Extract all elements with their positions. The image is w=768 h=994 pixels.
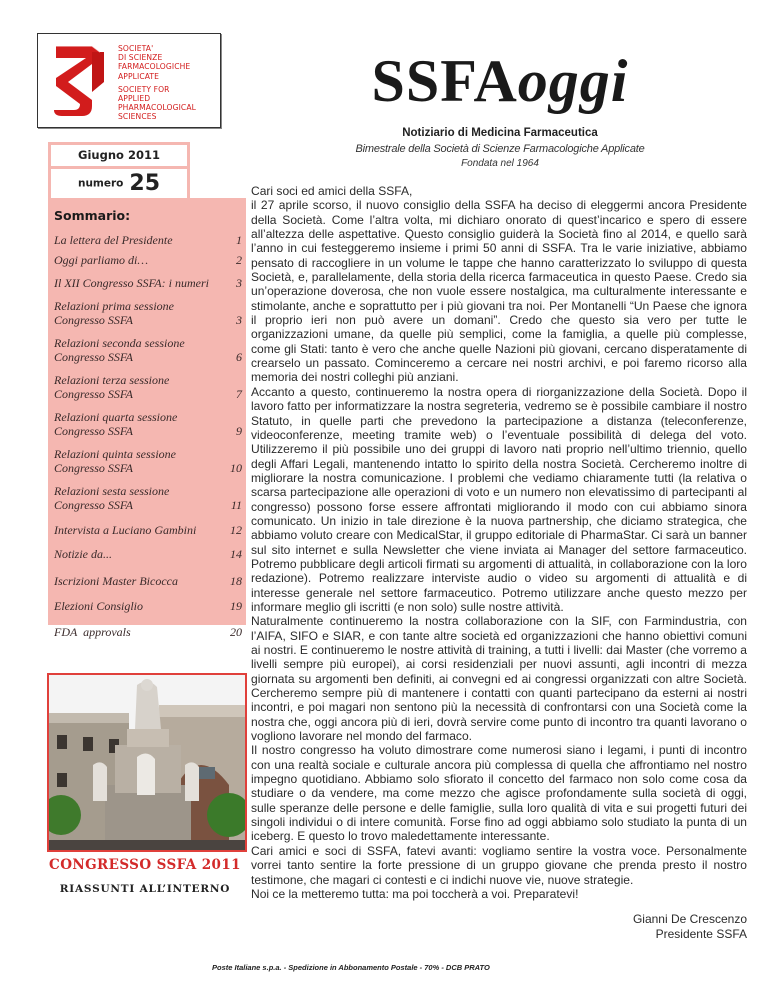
signature-role: Presidente SSFA (655, 926, 747, 941)
issue-number-label: numero (77, 177, 124, 190)
letter-paragraph: Noi ce la metteremo tutta: ma poi toccherà a voi. Preparatevi! (251, 886, 579, 901)
toc-item[interactable] (54, 575, 242, 589)
toc-item[interactable] (54, 234, 242, 248)
toc-item-page: 20 (230, 625, 242, 639)
signature-name: Gianni De Crescenzo (632, 912, 747, 926)
logo-name-it-2: DI SCIENZE (118, 53, 163, 63)
toc-item-title: Relazioni sesta sessione Congresso SSFA (54, 484, 170, 512)
toc-item[interactable] (54, 448, 242, 475)
newsletter-tagline: Bimestrale della Società di Scienze Farmacologiche Applicate (355, 143, 645, 155)
founded-year: Fondata nel 1964 (461, 158, 539, 169)
abstracts-inside: RIASSUNTI ALL’INTERNO (59, 883, 231, 895)
logo-name-it-3: FARMACOLOGICHE (118, 62, 191, 72)
toc-item-page: 10 (230, 460, 242, 475)
toc-item[interactable] (54, 277, 242, 291)
toc-item[interactable] (54, 374, 242, 401)
logo-name-it-1: SOCIETA' (118, 44, 154, 53)
letter-paragraph: Accanto a questo, continueremo la nostra opera di riorganizzazione della Società. Dopo il lavoro fatto per informatizzare la nostra segreteria, vedremo se è possibile cambiare il nostro Statuto, in quelle parti che prevedono la partecipazione a distanza (teleconferenze, videoconferenze, meeting tramite web) o l’eventuale possibilità di delega del voto. Utilizzeremo il più possibile uno dei gruppi di lavoro nati proprio nell’ultimo triennio, quello degli Affari Legali, mantenendo intatto lo spirito della nostra Società. Cercheremo inoltre di migliorare la nostra comunicazione. I problemi che vediamo chiaramente tutti (la relativa o scarsa partecipazione alle operazioni di voto e un numero non elevatissimo di partecipanti al congresso) possono forse essere affrontati migliorando il modo con cui abbiamo sinora comunicato. Un inizio in tale direzione è la nuova partnership, che diciamo strategica, che abbiamo voluto creare con MedicalStar, il gruppo editoriale di PharmaStar. Ci sarà un banner sul sito internet e sulla Newsletter che viene inviata ai Manager del settore farmaceutico. Potremo pubblicare degli articoli firmati su argomenti di attualità, in collaborazione con la loro redazione). Potremo realizzare interviste audio o video su argomenti di attualità e di interesse generale nel settore farmaceutico. Potremo utilizzare anche questo mezzo per informare meglio gli iscritti (e non solo) sulle nostre attività. (251, 384, 747, 614)
letter-paragraph: il 27 aprile scorso, il nuovo consiglio della SSFA ha deciso di eleggermi ancora Presidente della Società. Come l’altra volta, mi dichiaro onorato di quest’incarico e spero di essere all’altezza delle aspettative. Questo consiglio guiderà la Società fino al 2014, e quello sarà l’anno in cui festeggeremo insieme i primi 50 anni di SSFA. Tra le varie iniziative, abbiamo pensato di raccogliere in un volume le tappe che hanno caratterizzato lo sviluppo di questa Società, e, parallelamente, della storia della ricerca farmaceutica in questo Paese. Credo sia un’operazione doverosa, che non vuole essere nostalgica, ma culturalmente interessante e stimolante, anche e soprattutto per i più giovani tra noi. Per Montanelli “Un Paese che ignora il proprio ieri non può avere un domani”. Credo che questo sia vero per tutte le organizzazioni umane, da quelle più semplici, come la famiglia, a quelle più complesse, come gli Stati: tanto è vero che anche quelle Nazioni più giovani, cercano disperatamente di crearselo un passato. Cominceremo a cercare nei nostri archivi, e poi faremo ricorso alla memoria dei nostri colleghi più anziani. (251, 198, 747, 385)
toc-item-page: 11 (230, 497, 242, 512)
congress-headline: CONGRESSO SSFA 2011 (49, 857, 241, 873)
toc-item-title: Relazioni terza sessione Congresso SSFA (54, 373, 170, 401)
toc-item-title: Intervista a Luciano Gambini (54, 523, 197, 537)
toc-item-title: Oggi parliamo di… (54, 253, 149, 267)
toc-item-page: 2 (236, 253, 242, 267)
logo-name-it-4: APPLICATE (118, 71, 160, 81)
title-main: SSFA (371, 48, 518, 114)
toc-item[interactable] (54, 485, 242, 512)
toc-item-page: 6 (236, 349, 242, 364)
letter-paragraph: Cari amici e soci di SSFA, fatevi avanti: vogliamo sentire la vostra voce. Personalmente vorrei tanto sentire la forte pressione di un gruppo giovane che prenda presto il nostro testimone, che magari ci contesti e ci indichi nuove vie, nuove strategie. (251, 843, 747, 887)
toc-item-title: Il XII Congresso SSFA: i numeri (54, 276, 209, 290)
toc-title: Sommario: (54, 208, 131, 223)
toc-item-title: FDA approvals (54, 625, 131, 639)
title-italic: oggi (517, 48, 629, 114)
logo-name-en-3: PHARMACOLOGICAL (118, 103, 196, 113)
toc-item[interactable] (54, 337, 242, 364)
toc-item-page: 3 (236, 276, 242, 290)
signature (633, 912, 747, 941)
toc-item-title: Relazioni prima sessione Congresso SSFA (54, 299, 174, 327)
toc-item-title: Notizie da... (54, 547, 113, 561)
letter-paragraph: Naturalmente continueremo la nostra collaborazione con la SIF, con Farmindustria, con l’AIFA, SIFO e SIAR, e con tante altre società ed organizzazioni che hanno obiettivi comuni ai nostri. E continueremo le nostre attività di training, a tutti i livelli: dai Master (che vorremo a livelli sempre più europei), ai corsi residenziali per nuovi assunti, agli incontri di mezza giornata su argomenti ben definiti, ai convegni ed ai congressi organizzati con altre Società. Cercheremo sempre più di mantenere i contatti con quanti partecipano da esterni ai nostri incontri, e poi magari non sentono più la necessità di confrontarsi con una Società come la nostra che, oggi ancora più di ieri, dovrà servire come punto di incontro tra quanti lavorano o vogliono lavorare nel mondo del farmaco. (251, 614, 747, 744)
toc-item[interactable] (54, 524, 242, 538)
toc-item[interactable] (54, 548, 242, 562)
snake-staff-logo-icon (48, 42, 110, 120)
toc-item-title: Relazioni quarta sessione Congresso SSFA (54, 410, 178, 438)
toc-item-page: 12 (230, 523, 242, 537)
toc-item-title: Iscrizioni Master Bicocca (54, 574, 178, 588)
logo-name-en-2: APPLIED (118, 94, 151, 104)
toc-item-page: 14 (230, 547, 242, 561)
toc-item[interactable] (54, 411, 242, 438)
issue-date: Giugno 2011 (48, 142, 190, 169)
issue-number (48, 166, 190, 198)
toc-item-page: 7 (236, 386, 242, 401)
toc-item-page: 18 (230, 574, 242, 588)
leonardo-monument-photo (47, 673, 247, 852)
newsletter-subtitle: Notiziario di Medicina Farmaceutica (402, 127, 598, 139)
toc-item-page: 9 (236, 423, 242, 438)
logo-name-en-4: SCIENCES (118, 112, 157, 122)
table-of-contents (48, 198, 246, 639)
toc-item-title: Relazioni seconda sessione Congresso SSFA (54, 336, 185, 364)
toc-item-page: 19 (230, 599, 242, 613)
toc-item-title: La lettera del Presidente (54, 233, 173, 247)
toc-item-page: 3 (236, 312, 242, 327)
letter-salutation: Cari soci ed amici della SSFA, (251, 184, 413, 198)
issue-number-value: 25 (129, 171, 161, 196)
logo-name-en-1: SOCIETY FOR (118, 84, 170, 94)
letter-paragraph: Il nostro congresso ha voluto dimostrare come numerosi siano i legami, i punti di incontro con una realtà sociale e culturale ancora più complessa di quella che affrontiamo nel nostro impegno quotidiano. Abbiamo solo sfiorato il concetto del farmaco non solo come cosa da studiare o da vendere, ma come mezzo che agisce profondamente sulla società di oggi, sulle speranze delle persone e delle famiglie, sulla loro qualità di vita e sui progetti futuri dei singoli individui o di intere comunità. Forse fino ad oggi abbiamo solo studiato la punta di un iceberg. E questo lo trovo maledettamente interessante. (251, 743, 747, 844)
society-logo (37, 33, 221, 128)
toc-item-page: 1 (236, 233, 242, 247)
toc-item[interactable] (54, 254, 242, 268)
newsletter-title (260, 48, 740, 114)
toc-item-title: Relazioni quinta sessione Congresso SSFA (54, 447, 176, 475)
president-letter (251, 184, 747, 901)
toc-item[interactable] (54, 626, 242, 640)
postal-footer: Poste Italiane s.p.a. - Spedizione in Abbonamento Postale - 70% - DCB PRATO (212, 963, 490, 972)
toc-item-title: Elezioni Consiglio (54, 599, 144, 613)
toc-item[interactable] (54, 600, 242, 614)
toc-item[interactable] (54, 300, 242, 327)
